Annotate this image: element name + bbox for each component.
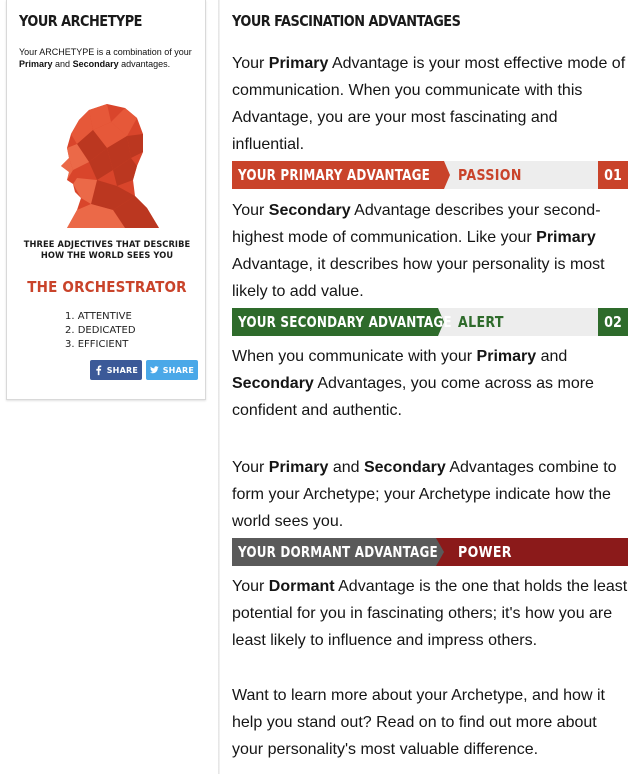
text: Your [232,578,269,595]
text-bold: Secondary [268,202,351,219]
secondary-advantage-band [232,308,628,336]
desc-text: Your ARCHETYPE is a combination of your [19,47,192,57]
text-bold: Primary [268,55,329,72]
adjective-item: 2. DEDICATED [65,325,136,336]
archetype-name: THE ORCHESTRATOR [27,278,187,296]
text-bold: Primary [268,459,329,476]
dormant-advantage-band [232,538,628,566]
text: When you communicate with your [232,348,477,365]
share-label: SHARE [106,365,138,375]
adjectives-heading-line: THREE ADJECTIVES THAT DESCRIBE [23,240,191,250]
band-number: 02 [604,313,622,331]
text: and [328,459,364,476]
dormant-description [232,573,632,654]
geometric-head-icon [47,100,167,230]
text-bold: Secondary [232,375,314,392]
facebook-share-button[interactable] [90,360,142,380]
text-bold: Primary [476,348,537,365]
band-value: PASSION [458,166,522,184]
text-bold: Primary [536,229,596,246]
band-value: POWER [458,543,512,561]
archetype-description [19,47,195,70]
desc-secondary: Secondary [72,58,119,69]
share-label: SHARE [162,365,194,375]
text: Advantage describes your second-highest mode of communication. Like your [232,202,601,246]
text: Advantage is your most effective mode of communication. When you communicate with this Advantage, you are your most fascinating and influential. [232,55,626,153]
twitter-share-button[interactable] [146,360,198,380]
adjective-list [65,310,136,352]
text: Your [232,202,269,219]
desc-text: and [52,58,73,69]
text: and [536,348,568,365]
primary-description [232,50,632,158]
band-label: YOUR SECONDARY ADVANTAGE [238,313,452,331]
primary-advantage-band [232,161,628,189]
text: Advantages, you come across as more confident and authentic. [232,375,594,419]
adjectives-heading-line: HOW THE WORLD SEES YOU [40,251,174,261]
adjective-item: 3. EFFICIENT [65,339,129,350]
band-number: 01 [604,166,622,184]
twitter-icon [150,363,159,377]
band-label: YOUR PRIMARY ADVANTAGE [238,166,430,184]
text: Advantages combine to form your Archetype; your Archetype indicate how the world sees you. [232,459,617,530]
text: Advantage, it describes how your personality is most likely to add value. [232,256,605,300]
text-bold: Secondary [363,459,446,476]
share-buttons [90,360,198,380]
text: Advantage is the one that holds the least potential for you in fascinating others; it's how you are least likely to influence and impress others. [232,578,628,649]
desc-text: advantages. [118,58,171,69]
facebook-icon [94,363,103,377]
archetype-explanation [232,454,632,535]
column-divider [218,0,220,774]
band-label: YOUR DORMANT ADVANTAGE [238,543,438,561]
band-value: ALERT [458,313,504,331]
adjective-item: 1. ATTENTIVE [65,311,132,322]
desc-primary: Primary [19,58,53,69]
archetype-card [6,0,206,400]
advantages-title: YOUR FASCINATION ADVANTAGES [232,12,461,30]
archetype-card-title: YOUR ARCHETYPE [19,12,142,30]
text-bold: Dormant [268,578,335,595]
text: Your [232,55,269,72]
secondary-description [232,197,632,305]
combined-description [232,343,632,424]
text: Your [232,459,269,476]
learn-more-text: Want to learn more about your Archetype, and how it help you stand out? Read on to find out more about your personality's most valuable difference. [232,687,605,758]
adjectives-heading [15,240,199,262]
